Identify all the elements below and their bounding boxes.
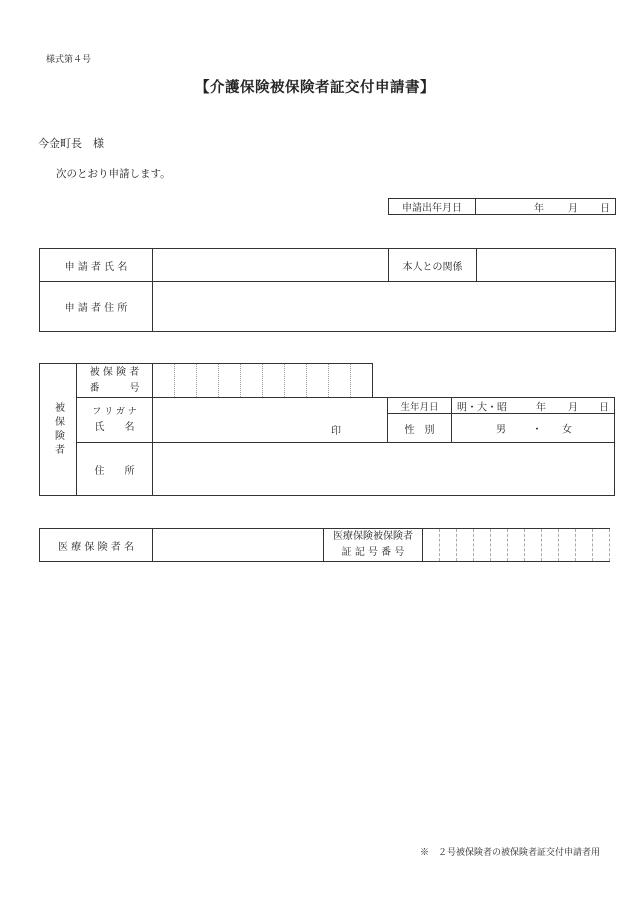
medical-card-digit-10[interactable] <box>576 529 593 562</box>
medical-insurer-table <box>39 528 610 562</box>
footnote: ※ ２号被保険者の被保険者証交付申請者用 <box>420 848 601 858</box>
insured-number-digit-9[interactable] <box>329 364 351 398</box>
medical-card-digit-8[interactable] <box>542 529 559 562</box>
gender-separator: ・ <box>532 424 542 436</box>
medical-card-digit-11[interactable] <box>593 529 610 562</box>
relation-field[interactable] <box>477 249 616 282</box>
application-date-table <box>388 198 616 215</box>
date-year-suffix: 年 <box>534 203 544 214</box>
medical-card-digit-4[interactable] <box>474 529 491 562</box>
insured-name-field[interactable] <box>153 398 388 443</box>
insured-address-field[interactable] <box>153 443 615 496</box>
medical-insurer-field[interactable] <box>153 529 324 562</box>
medical-card-digit-2[interactable] <box>440 529 457 562</box>
birth-month-suffix: 月 <box>568 402 578 413</box>
form-title: 【介護保険被保険者証交付申請書】 <box>195 79 435 96</box>
application-date-field[interactable] <box>476 199 616 215</box>
relation-label: 本人との関係 <box>389 249 477 282</box>
gender-male: 男 <box>496 424 506 436</box>
insured-table <box>39 363 615 496</box>
applicant-table <box>39 248 616 332</box>
medical-card-digit-7[interactable] <box>525 529 542 562</box>
medical-card-digit-5[interactable] <box>491 529 508 562</box>
date-day-suffix: 日 <box>600 203 610 214</box>
birthdate-label: 生年月日 <box>388 398 452 414</box>
applicant-name-label: 申 請 者 氏 名 <box>40 249 153 282</box>
insured-number-label: 被 保 険 者 番 号 <box>77 364 153 398</box>
insured-address-label: 住 所 <box>77 443 153 496</box>
insured-number-digit-10[interactable] <box>351 364 373 398</box>
birth-year-suffix: 年 <box>536 402 546 413</box>
date-month-suffix: 月 <box>568 203 578 214</box>
gender-label: 性 別 <box>388 414 452 443</box>
insured-side-label: 被保険者 <box>40 364 77 496</box>
application-date-label: 申請出年月日 <box>389 199 476 215</box>
medical-insurer-label: 医 療 保 険 者 名 <box>40 529 153 562</box>
seal-mark: 印 <box>331 426 341 437</box>
addressee: 今金町長 様 <box>38 137 104 150</box>
insured-number-digit-3[interactable] <box>197 364 219 398</box>
medical-card-label: 医療保険被保険者 証 記 号 番 号 <box>324 529 423 562</box>
applicant-address-label: 申 請 者 住 所 <box>40 282 153 332</box>
gender-field[interactable] <box>452 414 615 443</box>
insured-number-digit-4[interactable] <box>219 364 241 398</box>
insured-number-digit-2[interactable] <box>175 364 197 398</box>
era-options: 明・大・昭 <box>457 402 507 413</box>
applicant-name-field[interactable] <box>153 249 389 282</box>
form-number: 様式第４号 <box>46 55 92 65</box>
insured-number-digit-6[interactable] <box>263 364 285 398</box>
medical-card-digit-1[interactable] <box>423 529 440 562</box>
insured-name-label: フ リ ガ ナ 氏 名 <box>77 398 153 443</box>
insured-number-digit-1[interactable] <box>153 364 175 398</box>
birth-day-suffix: 日 <box>599 402 609 413</box>
medical-card-digit-3[interactable] <box>457 529 474 562</box>
insured-number-digit-8[interactable] <box>307 364 329 398</box>
insured-number-digit-5[interactable] <box>241 364 263 398</box>
insured-number-digit-7[interactable] <box>285 364 307 398</box>
gender-female: 女 <box>562 424 572 436</box>
applicant-address-field[interactable] <box>153 282 616 332</box>
medical-card-digit-6[interactable] <box>508 529 525 562</box>
intro-text: 次のとおり申請します。 <box>56 168 171 180</box>
birthdate-field[interactable] <box>452 398 615 414</box>
medical-card-digit-9[interactable] <box>559 529 576 562</box>
